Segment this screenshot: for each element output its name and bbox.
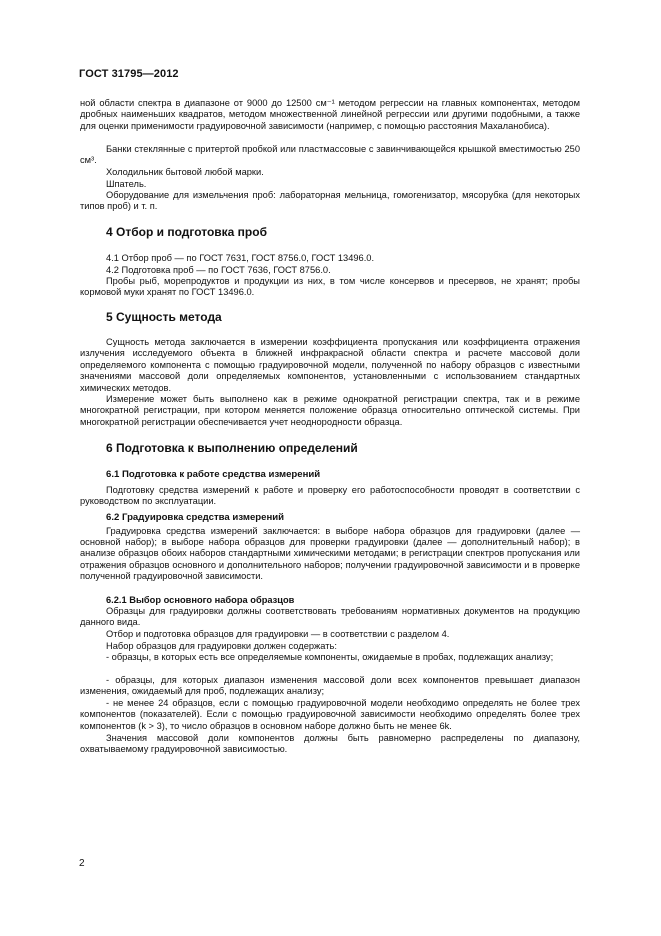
intro-paragraph-2: Банки стеклянные с притертой пробкой или пластмассовые с завинчивающейся крышкой вместимостью 250 см³. — [80, 144, 580, 166]
section-4-paragraph-3: Пробы рыб, морепродуктов и продукции из них, в том числе консервов и пресервов, не хранят; пробы кормовой муки хранят по ГОСТ 13496.0. — [80, 276, 580, 298]
section-6-2-1-paragraph-2: Отбор и подготовка образцов для градуировки — в соответствии с разделом 4. — [106, 629, 450, 639]
section-6-2-1-heading: 6.2.1 Выбор основного набора образцов — [106, 594, 295, 605]
section-5-paragraph-1: Сущность метода заключается в измерении коэффициента пропускания или коэффициента отражения излучения исследуемого объекта в ближней инфракрасной области спектра и расчете массовой доли определяемого компонента с помощью градуировочной модели, полученной по набору образцов с известными значениями массовой доли определяемых компонентов, установленными с использованием стандартных химических методов. — [80, 337, 580, 393]
intro-paragraph-4: Шпатель. — [106, 178, 147, 189]
section-6-2-1-list-item-1: - образцы, в которых есть все определяемые компоненты, ожидаемые в пробах, подлежащих анализу; — [106, 652, 554, 662]
intro-paragraph-3: Холодильник бытовой любой марки. — [106, 167, 264, 177]
section-4-paragraph-1: 4.1 Отбор проб — по ГОСТ 7631, ГОСТ 8756.0, ГОСТ 13496.0. — [106, 253, 375, 263]
section-6-1-heading: 6.1 Подготовка к работе средства измерений — [106, 468, 321, 480]
page-content — [80, 98, 580, 756]
intro-paragraph-5: Оборудование для измельчения проб: лабораторная мельница, гомогенизатор, мясорубка (для некоторых типов проб) и т. п. — [80, 190, 580, 212]
page-header: ГОСТ 31795—2012 — [79, 68, 179, 80]
section-5-paragraph-2: Измерение может быть выполнено как в режиме однократной регистрации спектра, так и в режиме многократной регистрации, при котором меняется положение образца относительно оптической системы. При многократной регистрации обеспечивается учет неоднородности образца. — [80, 394, 580, 427]
section-6-2-1-paragraph-1: Образцы для градуировки должны соответствовать требованиям нормативных документов на продукцию данного вида. — [80, 606, 580, 628]
section-4-paragraph-2: 4.2 Подготовка проб — по ГОСТ 7636, ГОСТ 8756.0. — [106, 264, 331, 275]
section-5-heading: 5 Сущность метода — [106, 310, 222, 324]
section-6-2-1-paragraph-4: Значения массовой доли компонентов должны быть равномерно распределены по диапазону, охватываемому градуировочной зависимостью. — [80, 732, 580, 754]
section-6-heading: 6 Подготовка к выполнению определений — [106, 440, 358, 455]
section-6-2-paragraph: Градуировка средства измерений заключается: в выборе набора образцов для градуировки (далее — основной набор); в выборе набора образцов для проверки градуировки (далее — дополнительный набор); в анализе образцов обоих наборов стандартными химическими методами; в регистрации спектров пропускания или отражения образцов основного и дополнительного наборов; получении градуировочной зависимости и в проверке полученной градуировочной зависимости. — [80, 525, 580, 582]
section-6-2-heading: 6.2 Градуировка средства измерений — [106, 511, 285, 523]
section-4-heading: 4 Отбор и подготовка проб — [106, 225, 268, 239]
section-6-2-1-paragraph-3: Набор образцов для градуировки должен содержать: — [106, 640, 337, 651]
section-6-2-1-list-item-3: - не менее 24 образцов, если с помощью градуировочной модели необходимо определять не более трех компонентов (показателей). Если с помощью градуировочной зависимости необходимо определять более трех компонентов (k > 3), то число образцов в основном наборе должно быть не менее 6k. — [80, 698, 580, 731]
intro-paragraph-1: ной области спектра в диапазоне от 9000 до 12500 см⁻¹ методом регрессии на главных компонентах, методом дробных наименьших квадратов, методом множественной линейной регрессии или другими подобными, а также для оценки применимости градуировочной зависимости (например, с помощью расстояния Махаланобиса). — [80, 98, 580, 131]
section-6-2-1-list-item-2: - образцы, для которых диапазон изменения массовой доли всех компонентов превышает диапазон изменения, ожидаемый для проб, подлежащих анализу; — [80, 675, 580, 697]
section-6-1-paragraph: Подготовку средства измерений к работе и проверку его работоспособности проводят в соответствии с руководством по эксплуатации. — [80, 484, 580, 506]
page-number: 2 — [79, 858, 85, 869]
